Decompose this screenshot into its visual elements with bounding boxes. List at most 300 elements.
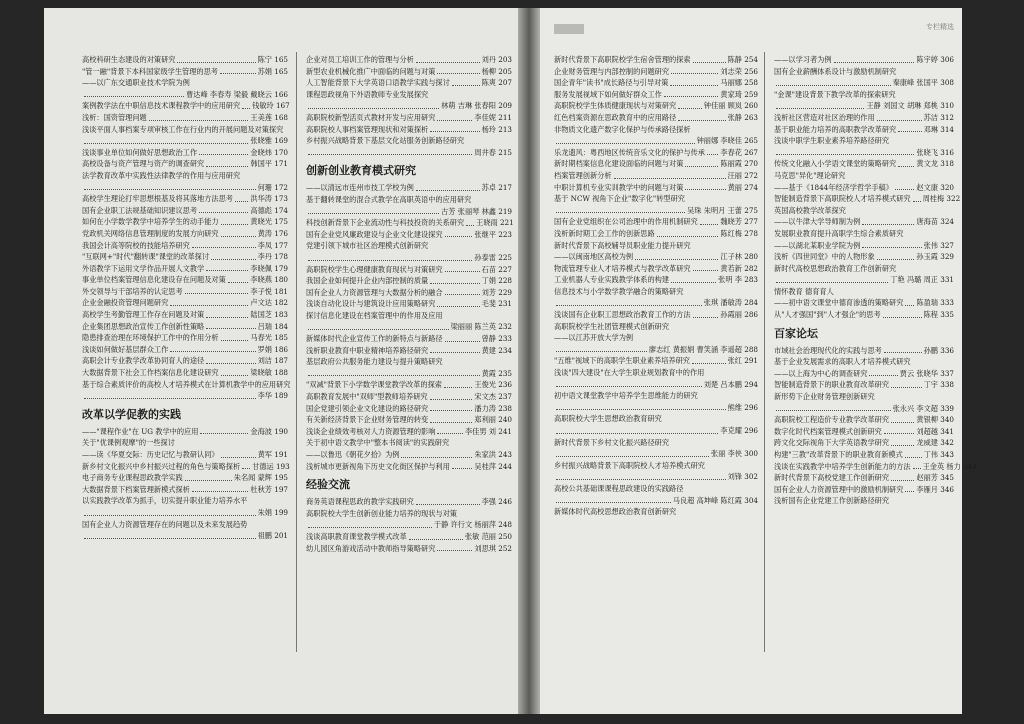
entry-title: 商务英语课程思政的教学实践研究 bbox=[306, 497, 414, 507]
toc-entry[interactable] bbox=[82, 251, 288, 263]
entry-author-page: 张静 263 bbox=[727, 112, 758, 122]
toc-entry[interactable] bbox=[306, 77, 512, 89]
toc-entry[interactable] bbox=[306, 310, 512, 322]
dot-leader bbox=[84, 96, 184, 97]
toc-entry[interactable] bbox=[306, 287, 512, 299]
toc-entry[interactable] bbox=[82, 135, 288, 147]
toc-entry[interactable] bbox=[554, 147, 758, 159]
toc-column-left-2 bbox=[306, 54, 512, 554]
toc-entry[interactable] bbox=[82, 112, 288, 124]
toc-entry[interactable] bbox=[774, 66, 954, 78]
dot-leader bbox=[635, 259, 718, 260]
toc-entry[interactable] bbox=[554, 321, 758, 333]
toc-entry[interactable] bbox=[774, 495, 954, 507]
entry-author-page: 曹达峰 李春寿 梁毅 戴晓云 166 bbox=[186, 89, 288, 99]
dot-leader bbox=[776, 108, 864, 109]
toc-entry[interactable] bbox=[554, 460, 758, 472]
entry-title: 高职院校工程造价专业教学改革研究 bbox=[774, 415, 890, 425]
entry-author-page: 张永兴 李文超 339 bbox=[892, 403, 954, 413]
entry-title: 物流管理专业人才培养模式与教学改革研究 bbox=[554, 263, 691, 273]
toc-entry[interactable] bbox=[774, 158, 954, 170]
entry-author-page: 朱家洪 243 bbox=[474, 450, 512, 459]
toc-entry[interactable] bbox=[82, 355, 288, 367]
entry-title: 国企党建引领企业文化建设的路径研究 bbox=[306, 403, 429, 413]
entry-author-page: 钟佳丽 顾岚 260 bbox=[703, 101, 758, 111]
toc-entry[interactable] bbox=[306, 368, 512, 380]
entry-author-page: 李佳妮 211 bbox=[474, 112, 512, 122]
entry-author-page: 黄军 191 bbox=[257, 450, 288, 459]
toc-entry[interactable] bbox=[82, 54, 288, 66]
entry-title: 基于企业发展需求的高职人才培养模式研究 bbox=[774, 357, 911, 367]
toc-entry[interactable] bbox=[554, 112, 758, 124]
toc-entry[interactable] bbox=[774, 403, 954, 415]
toc-entry[interactable] bbox=[554, 193, 758, 205]
dot-leader bbox=[308, 260, 472, 261]
toc-entry[interactable] bbox=[554, 425, 758, 437]
toc-entry[interactable] bbox=[554, 297, 758, 309]
toc-entry[interactable] bbox=[774, 240, 954, 252]
toc-entry[interactable] bbox=[82, 182, 288, 194]
toc-entry[interactable] bbox=[554, 251, 758, 263]
toc-entry[interactable] bbox=[554, 182, 758, 194]
toc-entry[interactable] bbox=[554, 379, 758, 391]
dot-leader bbox=[444, 387, 472, 388]
section-heading: 改革以学促教的实践 bbox=[82, 407, 181, 421]
toc-entry[interactable] bbox=[554, 54, 758, 66]
toc-entry[interactable] bbox=[82, 309, 288, 321]
entry-title: 企业财务管理与内部控制的问题研究 bbox=[554, 66, 670, 76]
entry-title: 传统文化融入小学语文课堂的策略研究 bbox=[774, 159, 897, 169]
toc-entry[interactable] bbox=[554, 309, 758, 321]
toc-column-right-1 bbox=[554, 54, 758, 518]
toc-entry[interactable] bbox=[306, 333, 512, 345]
toc-entry[interactable] bbox=[82, 205, 288, 217]
toc-entry[interactable] bbox=[306, 449, 512, 461]
dot-leader bbox=[556, 479, 726, 480]
dot-leader bbox=[84, 515, 256, 516]
toc-entry[interactable] bbox=[774, 135, 954, 147]
toc-entry[interactable] bbox=[554, 274, 758, 286]
toc-entry[interactable] bbox=[554, 506, 758, 518]
toc-entry[interactable] bbox=[306, 345, 512, 357]
entry-title: 浅谈如何做好基层群众工作 bbox=[82, 344, 169, 354]
toc-entry[interactable] bbox=[774, 274, 954, 286]
toc-entry[interactable] bbox=[82, 216, 288, 228]
entry-title: 探讨信息化建设在档案管理中的作用及应用 bbox=[306, 310, 443, 320]
dot-leader bbox=[437, 73, 479, 74]
dot-leader bbox=[556, 433, 718, 434]
dot-leader bbox=[206, 166, 248, 167]
entry-title: "金课"建设背景下教学改革的探索研究 bbox=[774, 89, 896, 99]
toc-entry[interactable] bbox=[554, 100, 758, 112]
entry-title: 国有企业薪酬体系设计与激励机制研究 bbox=[774, 66, 897, 76]
toc-entry[interactable] bbox=[306, 403, 512, 415]
toc-entry[interactable] bbox=[554, 158, 758, 170]
dot-leader bbox=[877, 259, 915, 260]
entry-author-page: 林萌 吉琳 张春阳 209 bbox=[441, 101, 512, 111]
toc-entry[interactable] bbox=[554, 390, 758, 402]
toc-entry[interactable] bbox=[306, 379, 512, 391]
entry-title: 发展职业教育提升高职学生综合素质研究 bbox=[774, 228, 904, 238]
toc-entry[interactable] bbox=[82, 170, 288, 182]
dot-leader bbox=[220, 73, 256, 74]
toc-entry[interactable] bbox=[82, 484, 288, 496]
entry-title: 企业集团思想政治宣传工作创新性策略 bbox=[82, 321, 205, 331]
entry-author-page: 钟丽娜 李晓佳 265 bbox=[696, 136, 758, 146]
dot-leader bbox=[206, 317, 248, 318]
toc-entry[interactable] bbox=[306, 194, 512, 206]
toc-entry[interactable] bbox=[554, 483, 758, 495]
toc-entry[interactable] bbox=[554, 367, 758, 379]
dot-leader bbox=[84, 189, 256, 190]
toc-entry[interactable] bbox=[306, 414, 512, 426]
toc-entry[interactable] bbox=[306, 437, 512, 449]
dot-leader bbox=[678, 120, 725, 121]
toc-entry[interactable] bbox=[774, 472, 954, 484]
entry-title: 浅谈"四大建设"在大学生职业规划教育中的作用 bbox=[554, 368, 705, 378]
dot-leader bbox=[556, 502, 671, 503]
dot-leader bbox=[877, 120, 922, 121]
dot-leader bbox=[84, 398, 256, 399]
entry-title: "互联网+"时代"翻转课"课堂的改革探讨 bbox=[82, 252, 210, 262]
toc-entry[interactable] bbox=[82, 519, 288, 531]
toc-entry[interactable] bbox=[82, 77, 288, 89]
dot-leader bbox=[862, 247, 921, 248]
right-page bbox=[540, 8, 977, 714]
dot-leader bbox=[416, 504, 480, 505]
toc-entry[interactable] bbox=[554, 437, 758, 449]
toc-entry[interactable] bbox=[306, 240, 512, 252]
toc-entry[interactable] bbox=[774, 437, 954, 449]
dot-leader bbox=[905, 457, 922, 458]
entry-author-page: 王美莲 168 bbox=[250, 112, 288, 122]
entry-author-page: 卢文达 182 bbox=[250, 298, 288, 308]
toc-entry[interactable] bbox=[306, 89, 512, 101]
toc-entry[interactable] bbox=[306, 426, 512, 438]
toc-entry[interactable] bbox=[774, 449, 954, 461]
toc-entry[interactable] bbox=[554, 263, 758, 275]
entry-title: 人工智能背景下大学英语口语教学实践与探讨 bbox=[306, 78, 450, 88]
toc-entry[interactable] bbox=[306, 206, 512, 218]
entry-author-page: 刘超越 341 bbox=[916, 426, 954, 436]
toc-entry[interactable] bbox=[306, 124, 512, 136]
entry-author-page: 祖鹏 201 bbox=[257, 531, 288, 541]
toc-entry[interactable] bbox=[774, 170, 954, 182]
entry-title: 新时代高校思想政治教育工作创新研究 bbox=[774, 263, 897, 273]
toc-entry[interactable] bbox=[774, 356, 954, 368]
entry-author-page: 周桂梅 322 bbox=[922, 194, 961, 204]
entry-title: ——以鲁迅《朝花夕拾》为例 bbox=[306, 450, 400, 459]
dot-leader bbox=[913, 201, 921, 202]
entry-title: ——以学习者为例 bbox=[774, 55, 832, 64]
toc-entry[interactable] bbox=[774, 216, 954, 228]
section-heading: 经验交流 bbox=[306, 478, 350, 492]
toc-entry[interactable] bbox=[306, 66, 512, 78]
toc-entry[interactable] bbox=[306, 298, 512, 310]
toc-entry[interactable] bbox=[306, 508, 512, 520]
toc-entry[interactable] bbox=[82, 437, 288, 449]
dot-leader bbox=[192, 491, 249, 492]
dot-leader bbox=[84, 143, 248, 144]
toc-entry[interactable] bbox=[554, 66, 758, 78]
entry-title: 基于职业能力培养的高职教学改革研究 bbox=[774, 124, 897, 134]
toc-entry[interactable] bbox=[554, 77, 758, 89]
entry-title: 红色档案资源在思政教育中的应用路径 bbox=[554, 112, 677, 122]
entry-author-page: 周井春 215 bbox=[474, 147, 512, 157]
dot-leader bbox=[170, 305, 248, 306]
toc-entry[interactable] bbox=[774, 228, 954, 240]
toc-entry[interactable] bbox=[82, 530, 288, 542]
entry-title: 电子商务专业课程思政教学实践 bbox=[82, 473, 183, 483]
toc-entry[interactable] bbox=[774, 77, 954, 89]
entry-author-page: 马良超 高坤峰 陈红霞 304 bbox=[672, 495, 758, 505]
entry-author-page: 孙鹏 336 bbox=[923, 345, 954, 355]
dot-leader bbox=[308, 213, 439, 214]
toc-entry[interactable] bbox=[774, 414, 954, 426]
entry-author-page: 金海波 190 bbox=[250, 426, 288, 436]
toc-entry[interactable] bbox=[306, 391, 512, 403]
entry-title: ——以湖北某职业学院为例 bbox=[774, 240, 861, 250]
toc-entry[interactable] bbox=[554, 205, 758, 217]
entry-title: 浅谈自动化设计与建筑设计应用策略研究 bbox=[306, 299, 436, 309]
entry-title: 高职院校学生社团管理模式创新研究 bbox=[554, 321, 670, 331]
dot-leader bbox=[693, 317, 719, 318]
toc-entry[interactable] bbox=[82, 66, 288, 78]
entry-title: 科技创新背景下企业流动性与科技投资的关系研究 bbox=[306, 218, 465, 228]
toc-entry[interactable] bbox=[306, 356, 512, 368]
entry-author-page: 毛斐 231 bbox=[481, 299, 512, 309]
toc-entry[interactable] bbox=[306, 519, 512, 531]
toc-entry[interactable] bbox=[306, 252, 512, 264]
entry-author-page: 李晓佩 179 bbox=[250, 263, 288, 273]
dot-leader bbox=[308, 375, 480, 376]
dot-leader bbox=[308, 154, 472, 155]
toc-entry[interactable] bbox=[554, 344, 758, 356]
entry-author-page: 刘志荣 256 bbox=[720, 66, 758, 76]
entry-title: 国有企业人力资源管理中的激励机制研究 bbox=[774, 484, 904, 494]
entry-title: 高校公共基础课课程思政建设的实践路径 bbox=[554, 483, 684, 493]
entry-author-page: 黄银柳 340 bbox=[916, 415, 954, 425]
toc-entry[interactable] bbox=[82, 461, 288, 473]
dot-leader bbox=[430, 283, 479, 284]
toc-entry[interactable] bbox=[774, 345, 954, 357]
entry-author-page: 赵丽芳 345 bbox=[916, 473, 954, 483]
toc-entry[interactable] bbox=[306, 54, 512, 66]
toc-entry[interactable] bbox=[554, 135, 758, 147]
toc-entry[interactable] bbox=[774, 484, 954, 496]
entry-title: 浅析社区营造对社区治理的作用 bbox=[774, 112, 875, 122]
toc-entry[interactable] bbox=[82, 193, 288, 205]
toc-entry[interactable] bbox=[82, 472, 288, 484]
entry-title: 国有企业职工法规基础知识建议思考 bbox=[82, 205, 198, 215]
toc-entry[interactable] bbox=[306, 264, 512, 276]
toc-entry[interactable] bbox=[82, 426, 288, 438]
entry-title: 非物质文化遗产数字化保护与传承路径探析 bbox=[554, 124, 691, 134]
entry-title: 英国高校教学改革探究 bbox=[774, 205, 846, 215]
toc-entry[interactable] bbox=[774, 182, 954, 194]
toc-entry[interactable] bbox=[774, 147, 954, 159]
toc-entry[interactable] bbox=[774, 461, 977, 473]
dot-leader bbox=[556, 351, 647, 352]
dot-leader bbox=[221, 236, 256, 237]
entry-author-page: 马丽娜 258 bbox=[720, 78, 758, 88]
toc-entry[interactable] bbox=[82, 240, 288, 252]
toc-entry[interactable] bbox=[82, 321, 288, 333]
toc-entry[interactable] bbox=[554, 228, 758, 240]
toc-entry[interactable] bbox=[82, 263, 288, 275]
toc-entry[interactable] bbox=[82, 367, 288, 379]
dot-leader bbox=[430, 422, 472, 423]
toc-entry[interactable] bbox=[82, 344, 288, 356]
toc-entry[interactable] bbox=[774, 89, 954, 101]
entry-author-page: 张丽 李侠 300 bbox=[710, 449, 758, 459]
entry-author-page: 何珊 172 bbox=[257, 182, 288, 192]
toc-entry[interactable] bbox=[774, 286, 954, 298]
entry-author-page: 陈爽 207 bbox=[481, 78, 512, 88]
toc-entry[interactable] bbox=[82, 332, 288, 344]
entry-author-page: 王金英 杨力 344 bbox=[922, 461, 977, 471]
entry-author-page: 孙玉霞 329 bbox=[916, 252, 954, 262]
dot-leader bbox=[664, 96, 719, 97]
entry-author-page: 熊维 296 bbox=[727, 402, 758, 412]
toc-entry[interactable] bbox=[306, 147, 512, 159]
toc-entry[interactable] bbox=[306, 321, 512, 333]
toc-entry[interactable] bbox=[306, 217, 512, 229]
toc-entry[interactable] bbox=[554, 495, 758, 507]
toc-entry[interactable] bbox=[554, 124, 758, 136]
toc-entry[interactable] bbox=[82, 379, 291, 391]
toc-entry[interactable] bbox=[774, 309, 954, 321]
entry-author-page: 曾静 233 bbox=[481, 334, 512, 344]
entry-title: 幼儿园区角游戏活动中教师指导策略研究 bbox=[306, 543, 436, 553]
entry-title: 我国会计高等院校的技能培养研究 bbox=[82, 240, 190, 250]
toc-entry[interactable] bbox=[306, 229, 512, 241]
toc-entry[interactable] bbox=[82, 124, 288, 136]
toc-entry[interactable] bbox=[774, 391, 954, 403]
entry-author-page: 陈静 254 bbox=[727, 55, 758, 64]
dot-leader bbox=[898, 131, 921, 132]
toc-entry[interactable] bbox=[306, 461, 512, 473]
entry-title: 浅析：国资管理问题 bbox=[82, 112, 147, 122]
toc-entry[interactable] bbox=[554, 170, 758, 182]
entry-author-page: 黄涛 176 bbox=[257, 228, 288, 238]
entry-title: 乡村振兴战略背景下高职院校人才培养模式研究 bbox=[554, 460, 705, 470]
dot-leader bbox=[776, 85, 891, 86]
entry-author-page: 刘芳 229 bbox=[481, 287, 512, 297]
toc-entry[interactable] bbox=[774, 193, 961, 205]
dot-leader bbox=[466, 225, 474, 226]
toc-entry[interactable] bbox=[774, 54, 954, 66]
toc-entry[interactable] bbox=[82, 390, 288, 402]
entry-author-page: 金晓炜 170 bbox=[250, 147, 288, 157]
toc-entry[interactable] bbox=[306, 100, 512, 112]
toc-entry[interactable] bbox=[306, 135, 512, 147]
toc-entry[interactable] bbox=[554, 240, 758, 252]
toc-entry[interactable] bbox=[82, 89, 288, 101]
toc-entry[interactable] bbox=[306, 275, 512, 287]
entry-title: 中职计算机专业实训教学中的问题与对策 bbox=[554, 182, 684, 192]
dot-leader bbox=[228, 282, 249, 283]
entry-title: 高职院校大学生创新创业能力培养的现状与对策 bbox=[306, 508, 457, 518]
toc-entry[interactable] bbox=[306, 543, 512, 555]
toc-entry[interactable] bbox=[774, 368, 954, 380]
entry-title: 浅谈企业绩效考核对人力资源管理的影响 bbox=[306, 426, 436, 436]
entry-title: 新时期档案信息化建设面临的问题与对策 bbox=[554, 159, 684, 169]
entry-author-page: 黄晓光 175 bbox=[250, 217, 288, 227]
entry-author-page: 黄丽 274 bbox=[727, 182, 758, 192]
toc-entry[interactable] bbox=[774, 205, 954, 217]
entry-author-page: 潘力涛 238 bbox=[474, 403, 512, 413]
toc-entry[interactable] bbox=[554, 471, 758, 483]
entry-author-page: 张晓雅 169 bbox=[250, 136, 288, 146]
entry-title: 外语教学下运用文学作品开展人文教学 bbox=[82, 263, 205, 273]
toc-entry[interactable] bbox=[554, 332, 758, 344]
toc-entry[interactable] bbox=[554, 216, 758, 228]
toc-entry[interactable] bbox=[554, 286, 758, 298]
entry-title: 高职院校人事档案管理现状和对策探析 bbox=[306, 124, 429, 134]
toc-entry[interactable] bbox=[82, 297, 288, 309]
dot-leader bbox=[884, 352, 922, 353]
entry-title: 党建引领下城市社区治理模式创新研究 bbox=[306, 241, 429, 251]
entry-title: ——"课程作业"在 UG 教学中的应用 bbox=[82, 426, 199, 436]
entry-title: 高职院校学生体质健康现状与对策研究 bbox=[554, 101, 677, 111]
dot-leader bbox=[206, 328, 255, 329]
entry-title: 乐龙遗风：粤西地区传统音乐文化的保护与传承 bbox=[554, 147, 705, 157]
toc-entry[interactable] bbox=[306, 531, 512, 543]
toc-entry[interactable] bbox=[82, 147, 288, 159]
toc-entry[interactable] bbox=[774, 297, 954, 309]
entry-author-page: 孙泰雷 225 bbox=[474, 252, 512, 262]
toc-entry[interactable] bbox=[82, 228, 288, 240]
dot-leader bbox=[200, 433, 248, 434]
entry-author-page: 张晓飞 316 bbox=[916, 147, 954, 157]
toc-entry[interactable] bbox=[774, 251, 954, 263]
dot-leader bbox=[437, 306, 479, 307]
dot-leader bbox=[556, 143, 695, 144]
toc-entry[interactable] bbox=[82, 158, 288, 170]
dot-leader bbox=[445, 341, 480, 342]
toc-entry[interactable] bbox=[82, 449, 288, 461]
toc-entry[interactable] bbox=[774, 426, 954, 438]
toc-entry[interactable] bbox=[554, 413, 758, 425]
dot-leader bbox=[556, 386, 702, 387]
toc-entry[interactable] bbox=[82, 100, 288, 112]
toc-entry[interactable] bbox=[554, 448, 758, 460]
toc-entry[interactable] bbox=[82, 286, 288, 298]
dot-leader bbox=[437, 120, 472, 121]
toc-entry[interactable] bbox=[306, 182, 512, 194]
toc-entry[interactable] bbox=[774, 124, 954, 136]
toc-entry[interactable] bbox=[306, 112, 512, 124]
toc-entry[interactable] bbox=[774, 100, 954, 112]
dot-leader bbox=[211, 259, 256, 260]
toc-entry[interactable] bbox=[774, 112, 954, 124]
toc-entry[interactable] bbox=[554, 402, 758, 414]
toc-entry[interactable] bbox=[306, 496, 512, 508]
toc-entry[interactable] bbox=[774, 379, 954, 391]
toc-entry[interactable] bbox=[554, 355, 758, 367]
entry-title: 事业单位档案管理信息化建设存在问题及对策 bbox=[82, 275, 226, 285]
toc-entry[interactable] bbox=[774, 263, 954, 275]
toc-entry[interactable] bbox=[554, 89, 758, 101]
toc-entry[interactable] bbox=[82, 495, 288, 507]
toc-entry[interactable] bbox=[82, 274, 288, 286]
entry-title: "五维"视域下的高职学生职业素养培养研究 bbox=[554, 356, 690, 366]
toc-entry[interactable] bbox=[82, 507, 288, 519]
entry-author-page: 江子林 280 bbox=[720, 252, 758, 262]
entry-author-page: 黄若新 282 bbox=[720, 263, 758, 273]
entry-title: 情怀教育 德育育人 bbox=[774, 286, 834, 296]
